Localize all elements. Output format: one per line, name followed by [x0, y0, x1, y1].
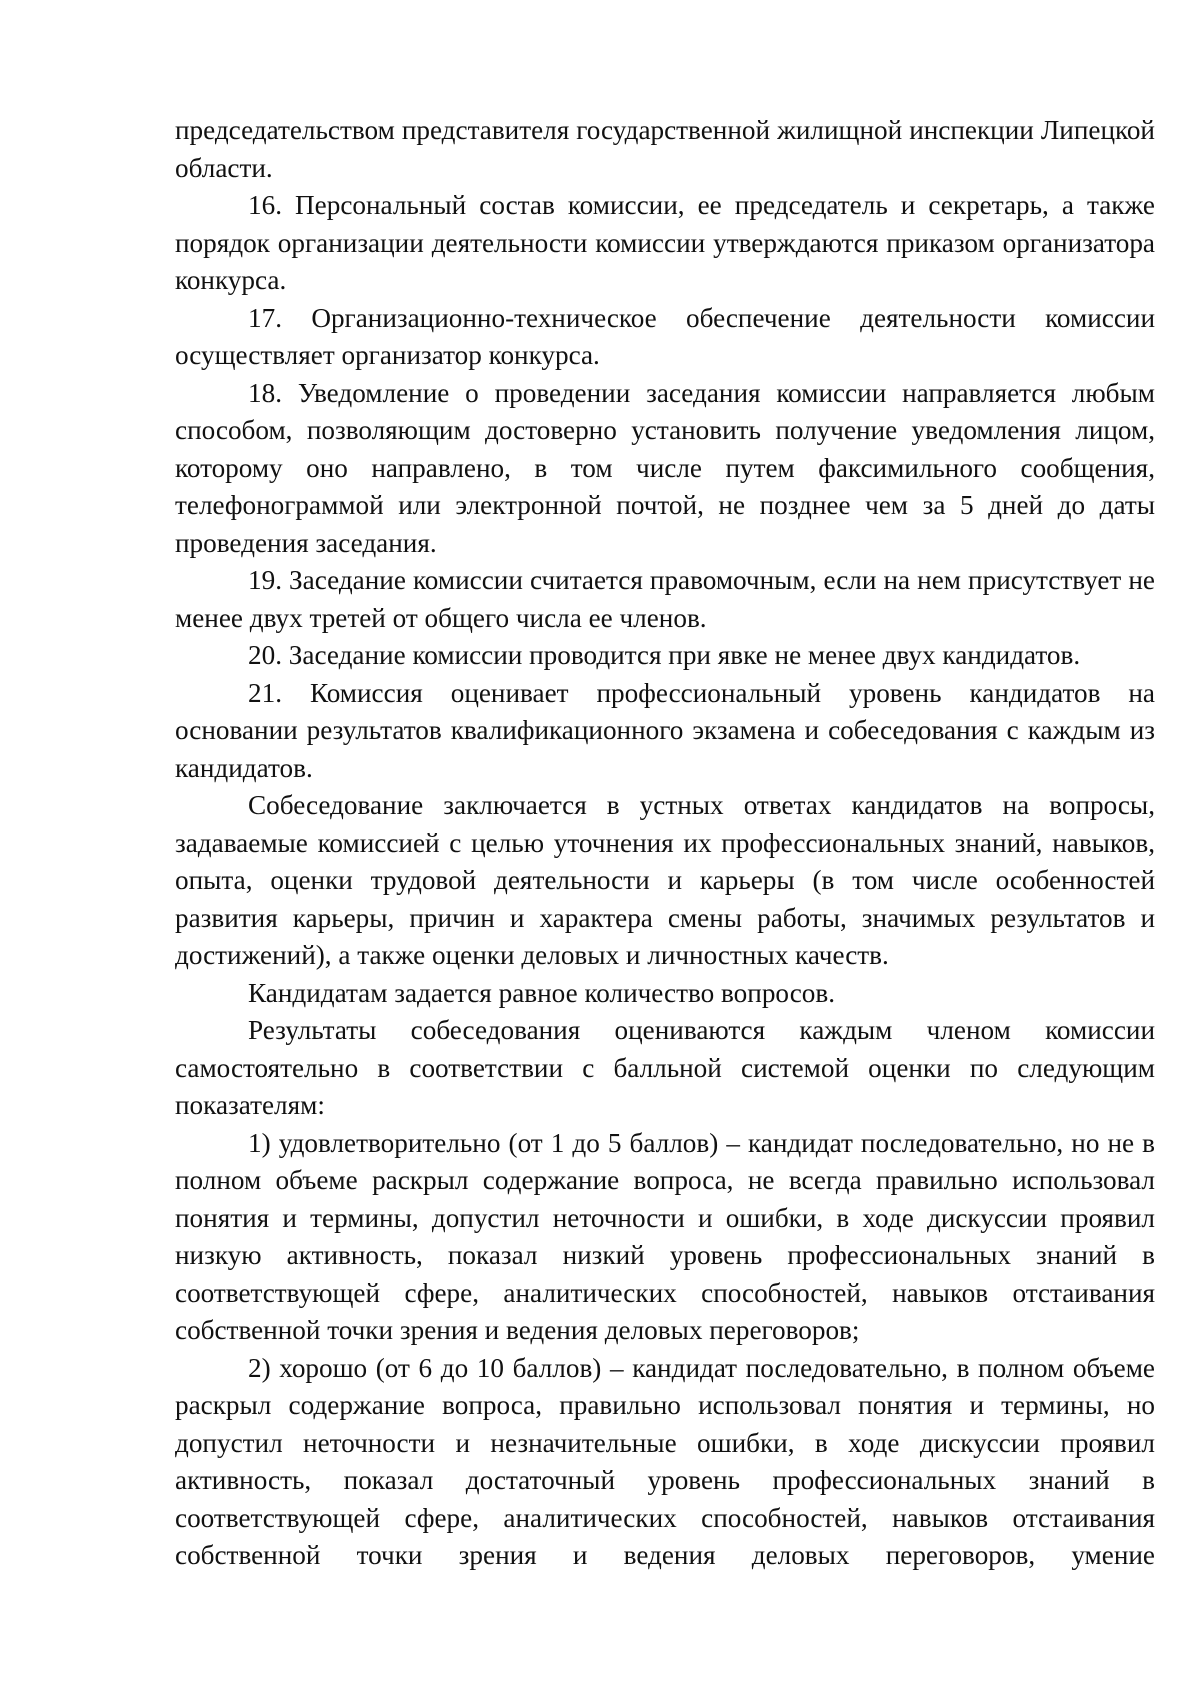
paragraph-results: Результаты собеседования оцениваются каждым членом комиссии самостоятельно в соответствии с балльной системой оценки по следующим показателям: [175, 1015, 1155, 1120]
paragraph-17: 17. Организационно-техническое обеспечение деятельности комиссии осуществляет организатор конкурса. [175, 302, 1155, 370]
paragraph-intro: председательством представителя государственной жилищной инспекции Липецкой области. [175, 115, 1155, 183]
document-page [175, 112, 1155, 1575]
paragraph-20: 20. Заседание комиссии проводится при явке не менее двух кандидатов. [248, 640, 1081, 670]
paragraph-score-good: 2) хорошо (от 6 до 10 баллов) – кандидат последовательно, в полном объеме раскрыл содержание вопроса, правильно использовал понятия и термины, но допустил неточности и незначительные ошибки, в ходе дискуссии проявил активность, показал достаточный уровень профессиональных знаний в соответствующей сфере, аналитических способностей, навыков отстаивания собственной точки зрения и ведения деловых переговоров, умение [175, 1352, 1155, 1570]
paragraph-19: 19. Заседание комиссии считается правомочным, если на нем присутствует не менее двух третей от общего числа ее членов. [175, 565, 1155, 633]
paragraph-21: 21. Комиссия оценивает профессиональный уровень кандидатов на основании результатов квалификационного экзамена и собеседования с каждым из кандидатов. [175, 677, 1155, 783]
paragraph-16: 16. Персональный состав комиссии, ее председатель и секретарь, а также порядок организации деятельности комиссии утверждаются приказом организатора конкурса. [175, 190, 1155, 295]
paragraph-18: 18. Уведомление о проведении заседания комиссии направляется любым способом, позволяющим достоверно установить получение уведомления лицом, которому оно направлено, в том числе путем факсимильного сообщения, телефонограммой или электронной почтой, не позднее чем за 5 дней до даты проведения заседания. [175, 377, 1155, 558]
paragraph-interview: Собеседование заключается в устных ответах кандидатов на вопросы, задаваемые комиссией с целью уточнения их профессиональных знаний, навыков, опыта, оценки трудовой деятельности и карьеры (в том числе особенностей развития карьеры, причин и характера смены работы, значимых результатов и достижений), а также оценки деловых и личностных качеств. [175, 790, 1155, 970]
paragraph-score-satisfactory: 1) удовлетворительно (от 1 до 5 баллов) – кандидат последовательно, но не в полном объеме раскрыл содержание вопроса, не всегда правильно использовал понятия и термины, допустил неточности и ошибки, в ходе дискуссии проявил низкую активность, показал низкий уровень профессиональных знаний в соответствующей сфере, аналитических способностей, навыков отстаивания собственной точки зрения и ведения деловых переговоров; [175, 1127, 1155, 1345]
paragraph-questions: Кандидатам задается равное количество вопросов. [248, 977, 835, 1008]
